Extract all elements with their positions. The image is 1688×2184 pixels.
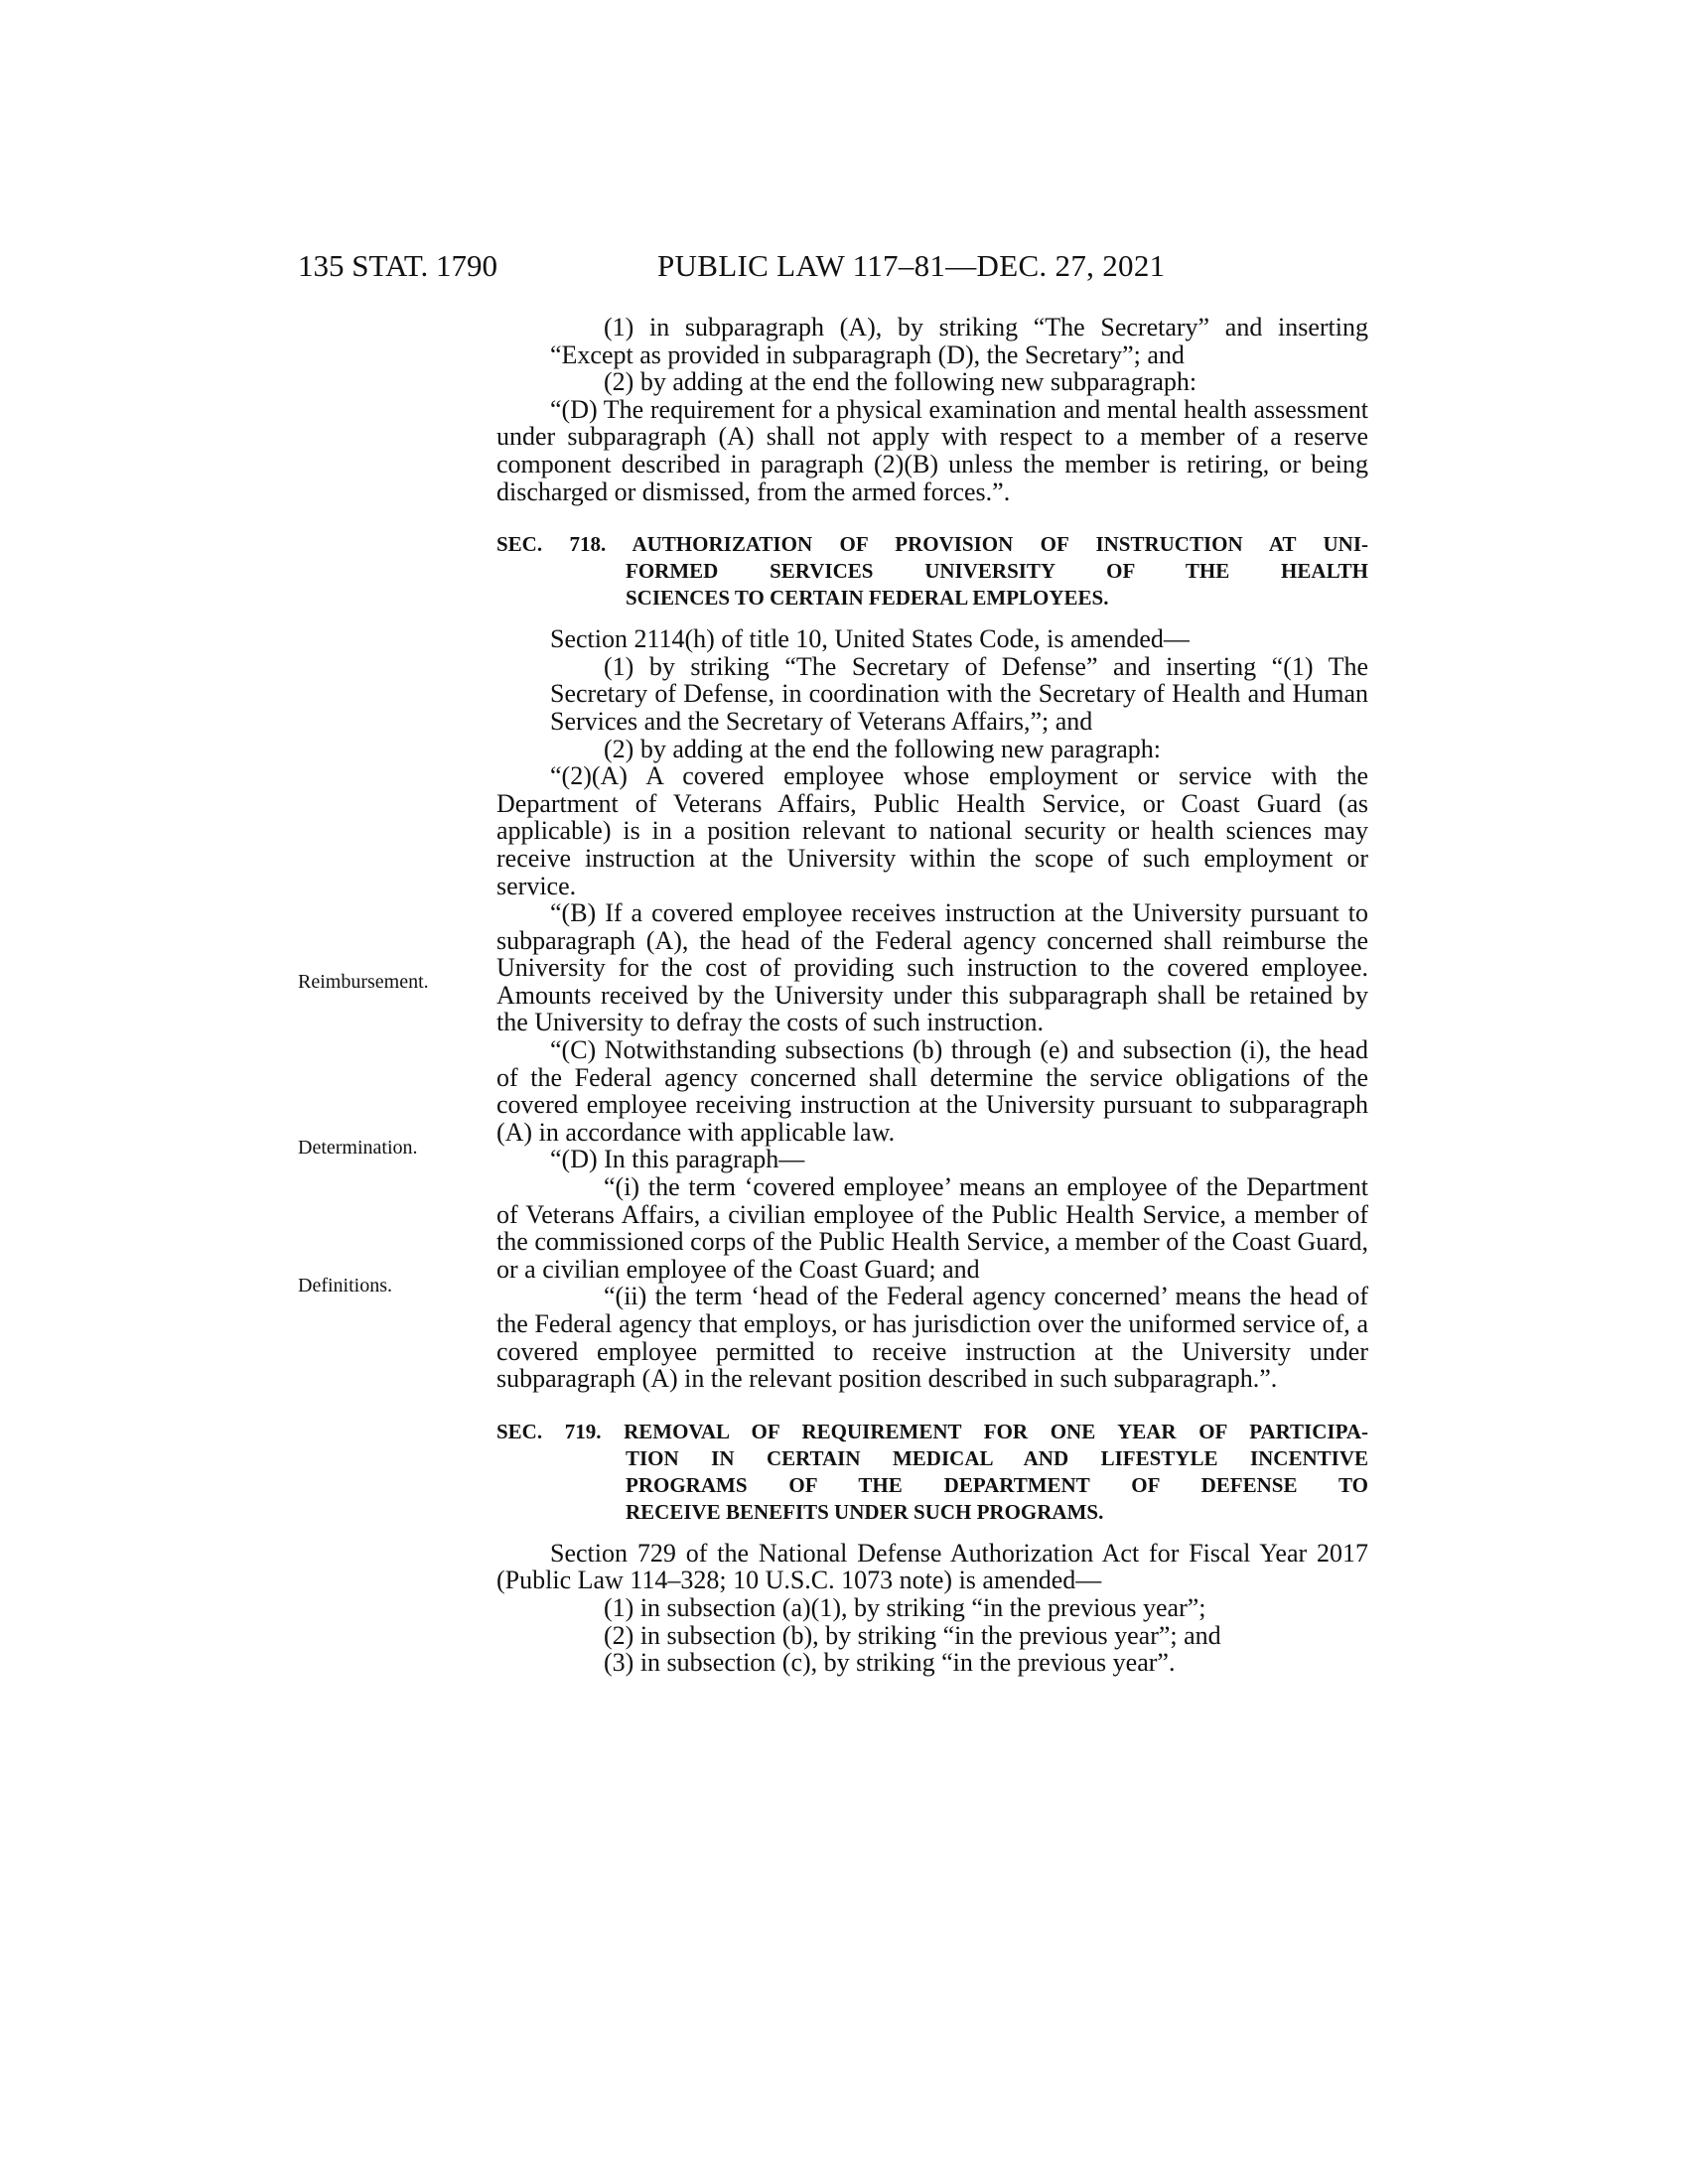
- paragraph: (2) by adding at the end the following new paragraph:: [604, 734, 1161, 763]
- paragraph: (1) by striking “The Secretary of Defense” and inserting “(1) The Secretary of Defense, in coordination with the Secretary of Health and Human Services and the Secretary of Veterans Affairs,”; and: [550, 651, 1368, 736]
- paragraph: “(2)(A) A covered employee whose employment or service with the Department of Veterans Affairs, Public Health Service, or Coast Guard (as applicable) is in a position relevant to national security or health sciences may receive instruction at the University within the scope of such employment or service.: [496, 761, 1368, 900]
- paragraph: (1) in subparagraph (A), by striking “The Secretary” and inserting “Except as provided in subparagraph (D), the Secretary”; and: [550, 313, 1368, 369]
- margin-note-reimbursement: Reimbursement.: [298, 971, 429, 993]
- heading-line: FORMED SERVICES UNIVERSITY OF THE HEALTH: [626, 559, 1368, 584]
- paragraph: Section 2114(h) of title 10, United States Code, is amended—: [550, 624, 1190, 654]
- heading-line: SEC. 719. REMOVAL OF REQUIREMENT FOR ONE YEAR OF PARTICIPA-: [496, 1419, 1368, 1443]
- page-header: [298, 246, 1370, 286]
- paragraph: (2) in subsection (b), by striking “in the previous year”; and: [604, 1620, 1221, 1650]
- margin-note-determination: Determination.: [298, 1137, 418, 1159]
- paragraph: “(ii) the term ‘head of the Federal agency concerned’ means the head of the Federal agency that employs, or has jurisdiction over the uniformed service of, a covered employee permitted to receive instruction at the University under subparagraph (A) in the relevant position described in such subparagraph.”.: [496, 1282, 1368, 1394]
- margin-note-definitions: Definitions.: [298, 1275, 392, 1297]
- paragraph: “(D) In this paragraph—: [550, 1145, 805, 1174]
- section-heading-718: [496, 531, 1368, 612]
- heading-line: TION IN CERTAIN MEDICAL AND LIFESTYLE INCENTIVE: [626, 1445, 1368, 1470]
- paragraph: “(D) The requirement for a physical examination and mental health assessment under subparagraph (A) shall not apply with respect to a member of a reserve component described in paragraph (2)(B) unless the member is retiring, or being discharged or dismissed, from the armed forces.”.: [496, 394, 1368, 506]
- section-heading-719: [496, 1419, 1368, 1526]
- heading-line: SEC. 718. AUTHORIZATION OF PROVISION OF INSTRUCTION AT UNI-: [496, 532, 1368, 557]
- running-title: PUBLIC LAW 117–81—DEC. 27, 2021: [657, 248, 1166, 283]
- paragraph: (2) by adding at the end the following new subparagraph:: [604, 367, 1197, 397]
- text-column: [496, 314, 1368, 1677]
- stat-page-number: 135 STAT. 1790: [298, 248, 498, 283]
- paragraph: “(C) Notwithstanding subsections (b) through (e) and subsection (i), the head of the Federal agency concerned shall determine the service obligations of the covered employee receiving instruction at the University pursuant to subparagraph (A) in accordance with applicable law.: [496, 1035, 1368, 1147]
- paragraph: Section 729 of the National Defense Authorization Act for Fiscal Year 2017 (Public Law 114–328; 10 U.S.C. 1073 note) is amended—: [496, 1538, 1368, 1595]
- heading-line: PROGRAMS OF THE DEPARTMENT OF DEFENSE TO: [626, 1472, 1368, 1497]
- heading-line: RECEIVE BENEFITS UNDER SUCH PROGRAMS.: [626, 1499, 1104, 1524]
- paragraph: “(B) If a covered employee receives instruction at the University pursuant to subparagraph (A), the head of the Federal agency concerned shall reimburse the University for the cost of providing such instruction to the covered employee. Amounts received by the University under this subparagraph shall be retained by the University to defray the costs of such instruction.: [496, 898, 1368, 1037]
- paragraph: (3) in subsection (c), by striking “in the previous year”.: [604, 1648, 1176, 1678]
- heading-line: SCIENCES TO CERTAIN FEDERAL EMPLOYEES.: [626, 586, 1109, 611]
- paragraph: (1) in subsection (a)(1), by striking “in the previous year”;: [604, 1592, 1206, 1622]
- paragraph: “(i) the term ‘covered employee’ means an employee of the Department of Veterans Affairs, a civilian employee of the Public Health Service, a member of the commissioned corps of the Public Health Service, a member of the Coast Guard, or a civilian employee of the Coast Guard; and: [496, 1172, 1368, 1284]
